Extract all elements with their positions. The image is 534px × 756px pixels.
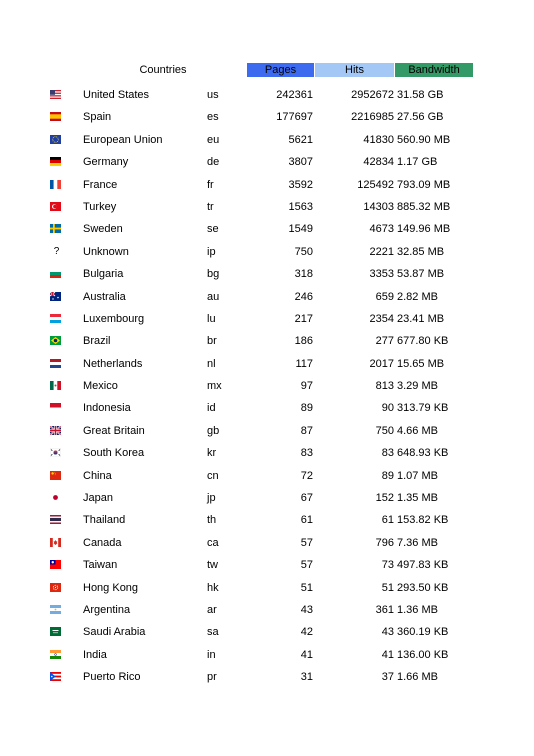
flag-au-icon <box>50 292 61 301</box>
table-row <box>0 532 534 554</box>
country-code: jp <box>207 492 216 505</box>
bandwidth-header: Bandwidth <box>395 63 473 77</box>
hits-value: 2221 <box>369 245 394 258</box>
pages-value: 750 <box>294 245 313 258</box>
unknown-flag-icon: ? <box>53 245 60 257</box>
flag-sa-icon <box>50 627 61 636</box>
bandwidth-value: 32.85 MB <box>397 245 445 258</box>
bandwidth-value: 53.87 MB <box>397 268 445 281</box>
country-code: eu <box>207 133 220 146</box>
country-name: Spain <box>83 111 112 124</box>
hits-value: 41 <box>381 648 394 661</box>
pages-value: 72 <box>300 469 313 482</box>
table-row <box>0 174 534 196</box>
pages-header: Pages <box>247 63 314 77</box>
pages-value: 3592 <box>288 178 313 191</box>
pages-value: 61 <box>300 514 313 527</box>
flag-th-icon <box>50 515 61 524</box>
flag-tr-icon <box>50 202 61 211</box>
flag-ar-icon <box>50 605 61 614</box>
hits-value: 73 <box>381 559 394 572</box>
country-name: Netherlands <box>83 357 143 370</box>
flag-jp-icon <box>50 493 61 502</box>
flag-gb-icon <box>50 426 61 435</box>
table-row <box>0 106 534 128</box>
bandwidth-value: 4.66 MB <box>397 424 438 437</box>
country-code: id <box>207 402 216 415</box>
country-code: ar <box>207 603 217 616</box>
country-name: Thailand <box>83 514 126 527</box>
country-rows <box>0 84 534 689</box>
country-code: au <box>207 290 220 303</box>
bandwidth-value: 677.80 KB <box>397 335 449 348</box>
hits-value: 41830 <box>363 133 394 146</box>
hits-value: 51 <box>381 581 394 594</box>
hits-value: 90 <box>381 402 394 415</box>
table-header <box>0 63 534 77</box>
hits-value: 37 <box>381 671 394 684</box>
country-code: hk <box>207 581 219 594</box>
pages-value: 31 <box>300 671 313 684</box>
country-code: fr <box>207 178 214 191</box>
pages-value: 83 <box>300 447 313 460</box>
country-name: Brazil <box>83 335 111 348</box>
table-row <box>0 151 534 173</box>
country-name: Unknown <box>83 245 129 258</box>
country-code: kr <box>207 447 217 460</box>
hits-value: 2952672 <box>351 89 394 101</box>
hits-value: 277 <box>375 335 394 348</box>
flag-mx-icon <box>50 381 61 390</box>
flag-eu-icon <box>50 135 61 144</box>
table-row <box>0 554 534 576</box>
hits-value: 2354 <box>369 312 394 325</box>
bandwidth-value: 560.90 MB <box>397 133 451 146</box>
country-name: Taiwan <box>83 559 118 572</box>
country-name: Australia <box>83 290 126 303</box>
bandwidth-value: 1.36 MB <box>397 603 438 616</box>
bandwidth-value: 1.07 MB <box>397 469 438 482</box>
flag-bg-icon <box>50 269 61 278</box>
pages-value: 51 <box>300 581 313 594</box>
table-row <box>0 487 534 509</box>
hits-value: 83 <box>381 447 394 460</box>
pages-value: 217 <box>294 312 313 325</box>
table-row <box>0 286 534 308</box>
pages-value: 67 <box>300 492 313 505</box>
country-name: South Korea <box>83 447 145 460</box>
flag-ca-icon <box>50 538 61 547</box>
hits-value: 659 <box>375 290 394 303</box>
country-name: European Union <box>83 133 163 146</box>
hits-value: 796 <box>375 536 394 549</box>
bandwidth-value: 360.19 KB <box>397 626 449 639</box>
flag-de-icon <box>50 157 61 166</box>
country-name: Great Britain <box>83 424 145 437</box>
pages-value: 57 <box>300 559 313 572</box>
bandwidth-value: 7.36 MB <box>397 536 438 549</box>
pages-value: 42 <box>300 626 313 639</box>
pages-value: 89 <box>300 402 313 415</box>
hits-value: 61 <box>381 514 394 527</box>
country-code: lu <box>207 312 216 325</box>
table-row <box>0 263 534 285</box>
flag-pr-icon <box>50 672 61 681</box>
table-row <box>0 330 534 352</box>
country-name: France <box>83 178 118 191</box>
bandwidth-value: 31.58 GB <box>397 89 444 101</box>
table-row <box>0 129 534 151</box>
table-row <box>0 442 534 464</box>
pages-value: 97 <box>300 380 313 393</box>
bandwidth-value: 1.66 MB <box>397 671 438 684</box>
bandwidth-value: 793.09 MB <box>397 178 451 191</box>
bandwidth-value: 885.32 MB <box>397 200 451 213</box>
country-code: br <box>207 335 217 348</box>
bandwidth-value: 2.82 MB <box>397 290 438 303</box>
country-code: cn <box>207 469 219 482</box>
hits-value: 14303 <box>363 200 394 213</box>
country-code: sa <box>207 626 219 639</box>
table-row <box>0 577 534 599</box>
table-row <box>0 599 534 621</box>
country-code: us <box>207 89 219 101</box>
pages-value: 318 <box>294 268 313 281</box>
flag-br-icon <box>50 336 61 345</box>
pages-value: 41 <box>300 648 313 661</box>
country-code: es <box>207 111 219 124</box>
bandwidth-value: 313.79 KB <box>397 402 449 415</box>
country-name: China <box>83 469 112 482</box>
country-code: tw <box>207 559 218 572</box>
pages-value: 186 <box>294 335 313 348</box>
pages-value: 87 <box>300 424 313 437</box>
table-row <box>0 218 534 240</box>
table-row <box>0 353 534 375</box>
pages-value: 1549 <box>288 223 313 236</box>
bandwidth-value: 3.29 MB <box>397 380 438 393</box>
flag-tw-icon <box>50 560 61 569</box>
table-row <box>0 666 534 688</box>
table-row <box>0 420 534 442</box>
country-code: tr <box>207 200 214 213</box>
hits-value: 3353 <box>369 268 394 281</box>
table-row <box>0 84 534 106</box>
table-row <box>0 621 534 643</box>
bandwidth-value: 149.96 MB <box>397 223 451 236</box>
country-name: Saudi Arabia <box>83 626 146 639</box>
hits-value: 750 <box>375 424 394 437</box>
pages-value: 3807 <box>288 156 313 169</box>
bandwidth-value: 15.65 MB <box>397 357 445 370</box>
country-code: nl <box>207 357 216 370</box>
table-row <box>0 375 534 397</box>
flag-cn-icon <box>50 471 61 480</box>
hits-value: 813 <box>375 380 394 393</box>
country-code: in <box>207 648 216 661</box>
flag-in-icon <box>50 650 61 659</box>
flag-us-icon <box>50 90 61 99</box>
flag-fr-icon <box>50 180 61 189</box>
table-row <box>0 465 534 487</box>
bandwidth-value: 23.41 MB <box>397 312 445 325</box>
country-name: Indonesia <box>83 402 131 415</box>
flag-nl-icon <box>50 359 61 368</box>
hits-value: 2017 <box>369 357 394 370</box>
country-name: Germany <box>83 156 129 169</box>
bandwidth-value: 1.17 GB <box>397 156 438 169</box>
hits-value: 152 <box>375 492 394 505</box>
hits-value: 125492 <box>357 178 394 191</box>
pages-value: 242361 <box>276 89 313 101</box>
table-row <box>0 241 534 263</box>
country-name: Canada <box>83 536 122 549</box>
country-name: Argentina <box>83 603 131 616</box>
flag-hk-icon <box>50 583 61 592</box>
bandwidth-value: 27.56 GB <box>397 111 444 124</box>
country-name: Japan <box>83 492 113 505</box>
country-code: ip <box>207 245 216 258</box>
bandwidth-value: 153.82 KB <box>397 514 449 527</box>
country-name: United States <box>83 89 150 101</box>
hits-value: 89 <box>381 469 394 482</box>
hits-value: 2216985 <box>351 111 394 124</box>
bandwidth-value: 1.35 MB <box>397 492 438 505</box>
country-code: de <box>207 156 220 169</box>
countries-header: Countries <box>139 64 187 76</box>
country-code: bg <box>207 268 220 281</box>
pages-value: 246 <box>294 290 313 303</box>
country-name: Sweden <box>83 223 123 236</box>
pages-value: 5621 <box>288 133 313 146</box>
table-row <box>0 644 534 666</box>
bandwidth-value: 648.93 KB <box>397 447 449 460</box>
country-name: Mexico <box>83 380 118 393</box>
bandwidth-value: 136.00 KB <box>397 648 449 661</box>
country-code: ca <box>207 536 219 549</box>
hits-value: 4673 <box>369 223 394 236</box>
country-name: Turkey <box>83 200 117 213</box>
country-name: India <box>83 648 107 661</box>
country-code: pr <box>207 671 217 684</box>
country-name: Bulgaria <box>83 268 124 281</box>
pages-value: 1563 <box>288 200 313 213</box>
country-code: mx <box>207 380 222 393</box>
country-name: Luxembourg <box>83 312 145 325</box>
pages-value: 117 <box>295 357 313 370</box>
flag-se-icon <box>50 224 61 233</box>
pages-value: 43 <box>300 603 313 616</box>
hits-value: 42834 <box>363 156 394 169</box>
country-name: Hong Kong <box>83 581 139 594</box>
country-name: Puerto Rico <box>83 671 141 684</box>
pages-value: 57 <box>300 536 313 549</box>
country-code: th <box>207 514 217 527</box>
hits-header: Hits <box>315 63 394 77</box>
flag-lu-icon <box>50 314 61 323</box>
hits-value: 361 <box>375 603 394 616</box>
bandwidth-value: 293.50 KB <box>397 581 449 594</box>
table-row <box>0 196 534 218</box>
country-code: gb <box>207 424 220 437</box>
country-code: se <box>207 223 219 236</box>
table-row <box>0 308 534 330</box>
table-row <box>0 397 534 419</box>
flag-es-icon <box>50 112 61 121</box>
flag-id-icon <box>50 403 61 412</box>
table-row <box>0 509 534 531</box>
hits-value: 43 <box>381 626 394 639</box>
flag-kr-icon <box>50 448 61 457</box>
bandwidth-value: 497.83 KB <box>397 559 449 572</box>
pages-value: 177697 <box>276 111 313 124</box>
